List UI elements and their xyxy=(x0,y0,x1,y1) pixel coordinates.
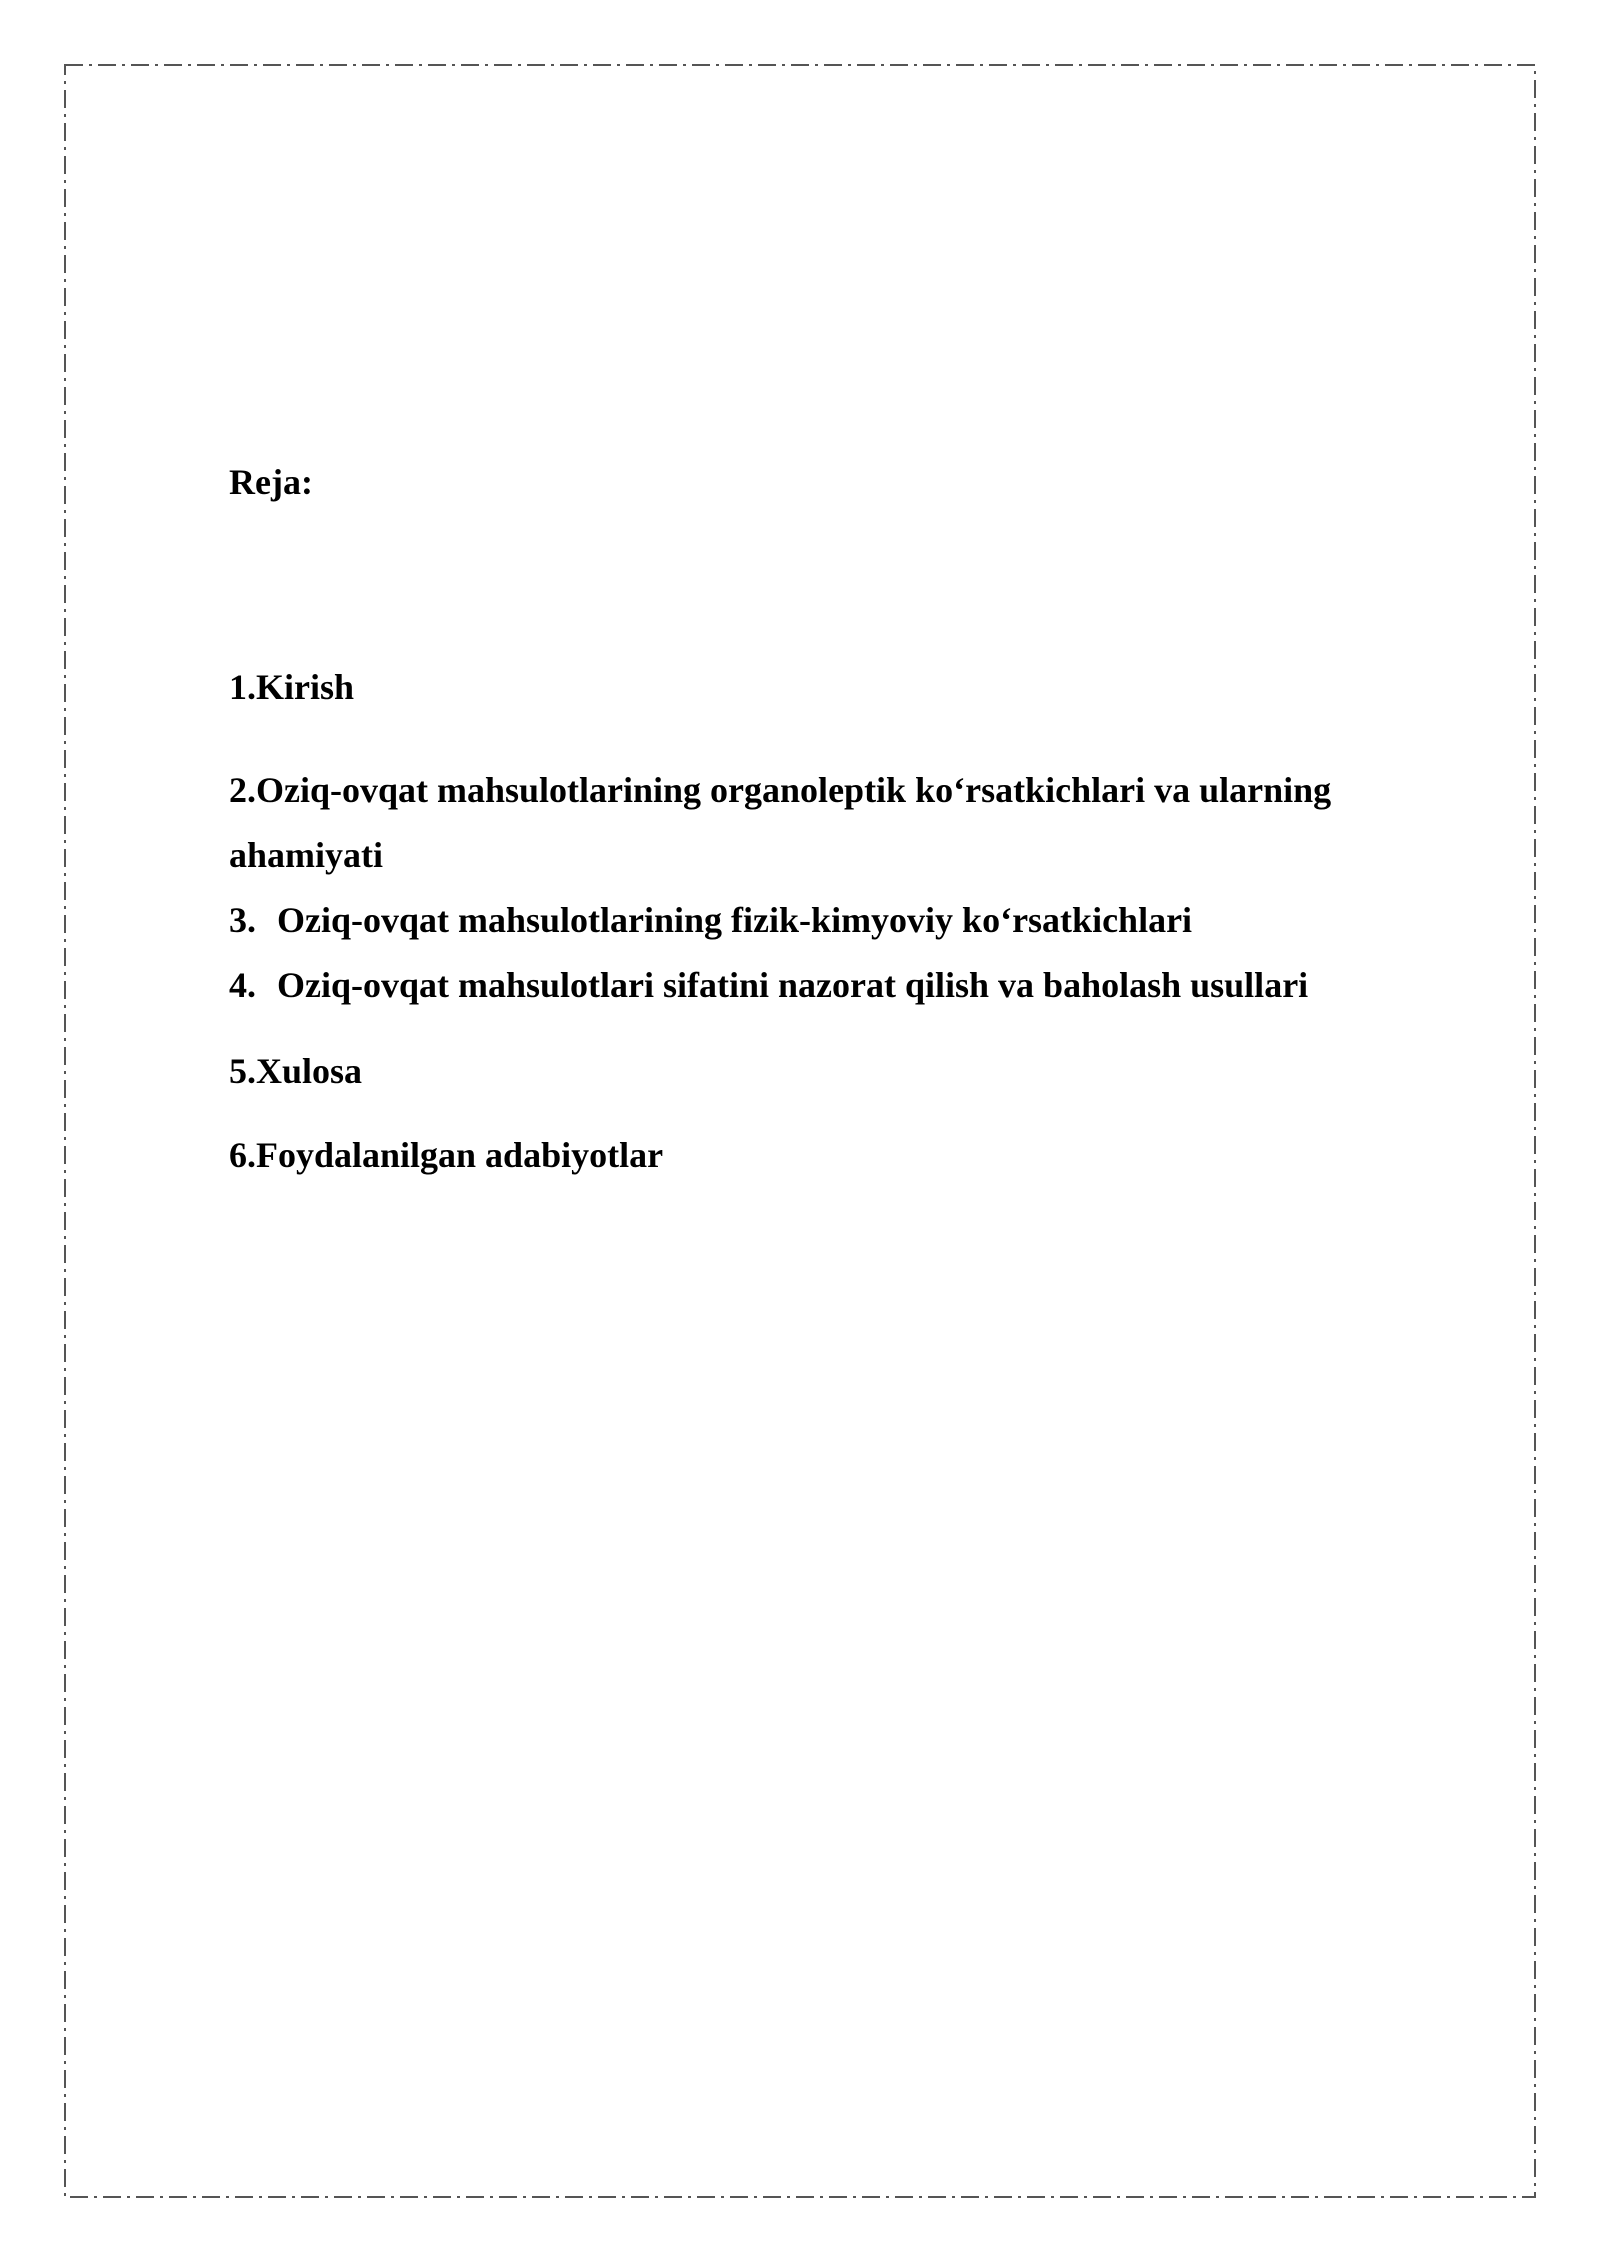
toc-number: 1. xyxy=(229,667,256,707)
toc-number: 6. xyxy=(229,1135,256,1175)
toc-item-3 xyxy=(229,888,1192,953)
toc-text: Oziq-ovqat mahsulotlarining organoleptik ko‘rsatkichlari va ularning xyxy=(256,770,1332,810)
toc-text: Oziq-ovqat mahsulotlari sifatini nazorat qilish va baholash usullari xyxy=(277,965,1309,1005)
toc-item-6 xyxy=(229,1123,663,1188)
toc-text: Foydalanilgan adabiyotlar xyxy=(256,1135,664,1175)
toc-item-4 xyxy=(229,953,1308,1018)
toc-item-1 xyxy=(229,655,354,720)
toc-item-2-continuation: ahamiyati xyxy=(229,835,384,875)
toc-number: 5. xyxy=(229,1051,256,1091)
toc-text: Oziq-ovqat mahsulotlarining fizik-kimyoviy ko‘rsatkichlari xyxy=(277,900,1193,940)
toc-item-2 xyxy=(229,758,1331,823)
toc-number: 2. xyxy=(229,770,256,810)
toc-item-5 xyxy=(229,1039,362,1104)
toc-text: Kirish xyxy=(256,667,355,707)
toc-number: 3. xyxy=(229,900,256,940)
toc-text: Xulosa xyxy=(256,1051,363,1091)
plan-heading: Reja: xyxy=(229,462,313,502)
toc-number: 4. xyxy=(229,965,256,1005)
